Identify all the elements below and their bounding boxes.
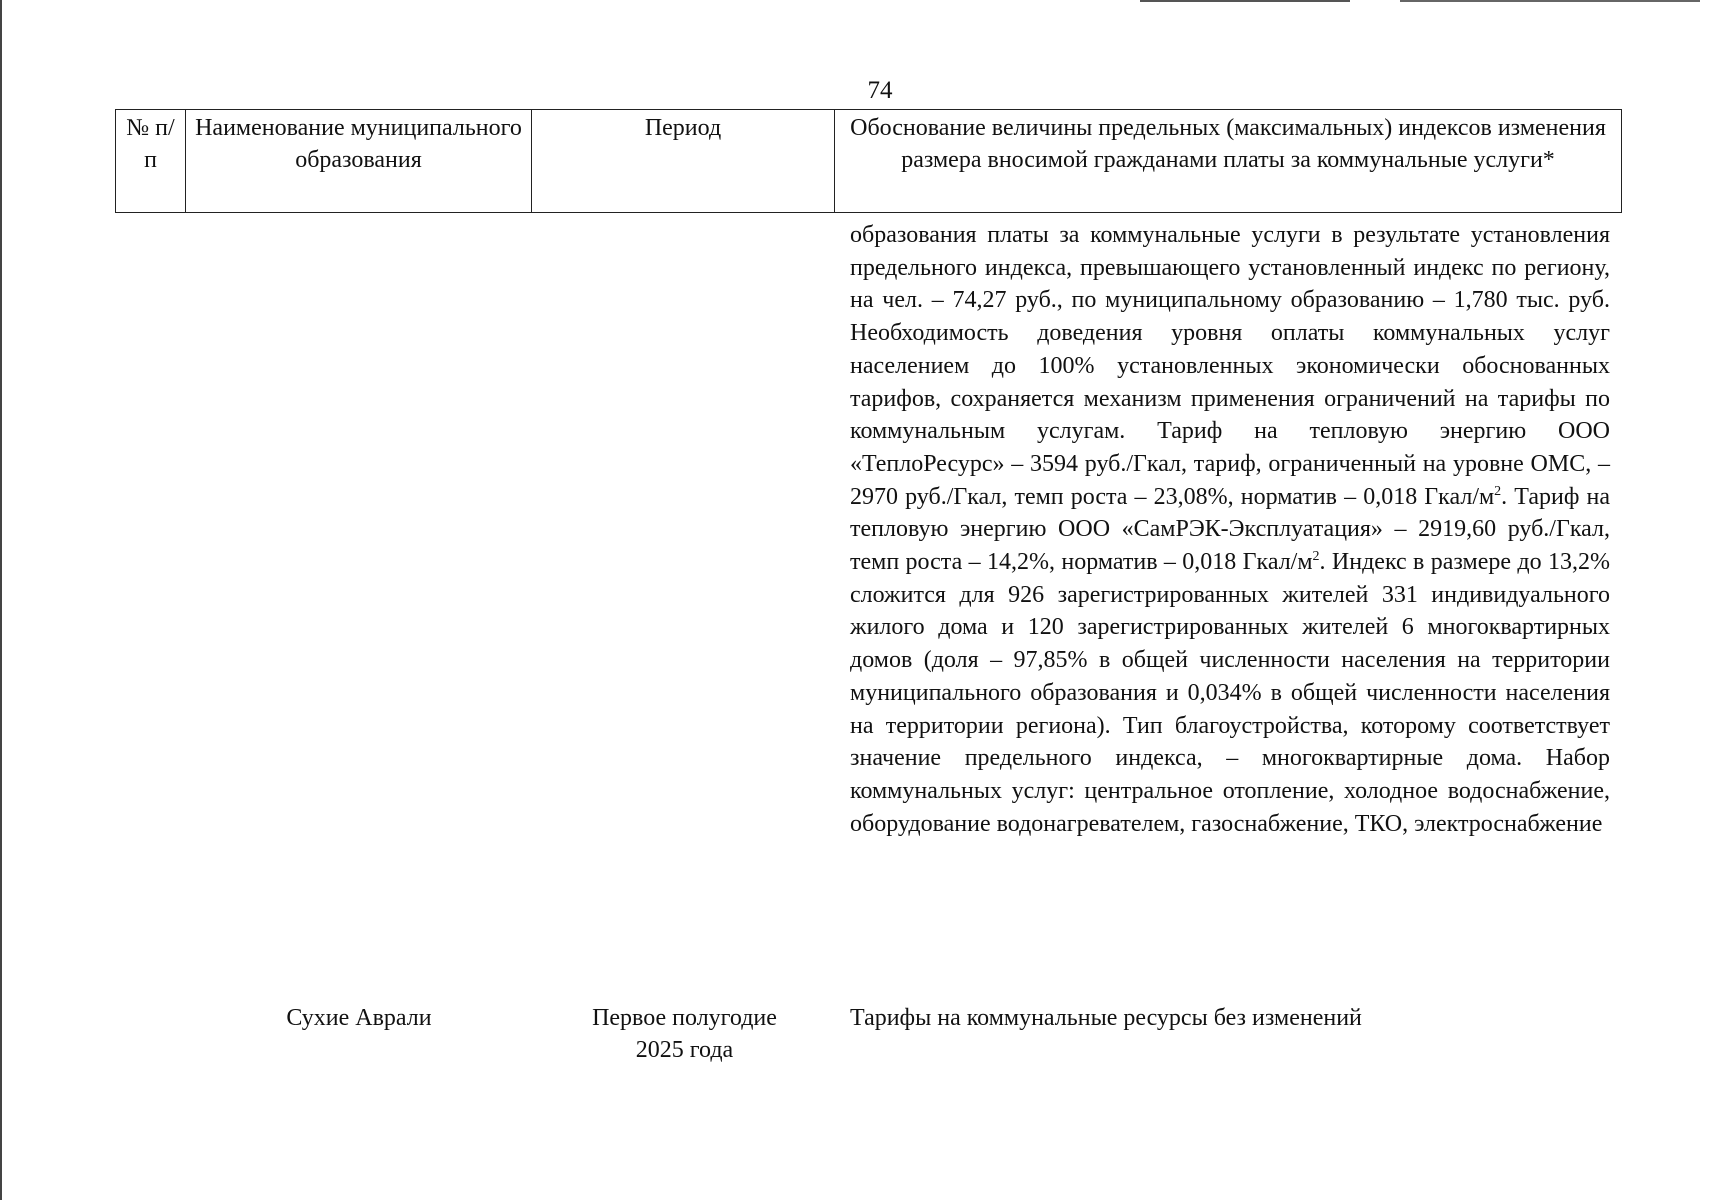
table-header-row xyxy=(116,110,1622,213)
header-num: № п/п xyxy=(116,110,186,213)
scan-edge-top xyxy=(1140,0,1350,2)
basis-text-part-2: . Тариф на тепловую энергию ООО «СамРЭК-Эксплуатация» – 2919,60 руб./Гкал, темп роста – 14,2%, норматив – 0,018 Гкал/м xyxy=(850,483,1610,576)
period-line-1: Первое полугодие xyxy=(592,1005,777,1031)
basis-continuation-text xyxy=(850,219,1610,840)
basis-cell: Тарифы на коммунальные ресурсы без изменений xyxy=(850,1005,1362,1031)
header-basis: Обоснование величины предельных (максимальных) индексов изменения размера вносимой гражданами платы за коммунальные услуги* xyxy=(835,110,1622,213)
header-name: Наименование муниципального образования xyxy=(186,110,532,213)
superscript-2: 2 xyxy=(1312,549,1320,565)
header-period: Период xyxy=(532,110,835,213)
superscript-2: 2 xyxy=(1494,483,1502,499)
basis-text-part-1: образования платы за коммунальные услуги в результате установления предельного индекса, превышающего установленный индекс по региону, на чел. – 74,27 руб., по муниципальному образованию – 1,780 тыс. руб. Необходимость доведения уровня оплаты коммунальных услуг населением до 100% установленных экономически обоснованных тарифов, сохраняется механизм применения ограничений на тарифы по коммунальным услугам. Тариф на тепловую энергию ООО «ТеплоРесурс» – 3594 руб./Гкал, тариф, ограниченный на уровне ОМС, – 2970 руб./Гкал, темп роста – 23,08%, норматив – 0,018 Гкал/м xyxy=(850,222,1610,510)
municipality-name: Сухие Аврали xyxy=(286,1005,432,1031)
basis-text-part-3: . Индекс в размере до 13,2% сложится для 926 зарегистрированных жителей 331 индивидуального жилого дома и 120 зарегистрированных жителей 6 многоквартирных домов (доля – 97,85% в общей численности населения на территории муниципального образования и 0,034% в общей численности населения на территории региона). Тип благоустройства, которому соответствует значение предельного индекса, – многоквартирные дома. Набор коммунальных услуг: центральное отопление, холодное водоснабжение, оборудование водонагревателем, газоснабжение, ТКО, электроснабжение xyxy=(850,549,1610,837)
period-line-2: 2025 года xyxy=(635,1037,734,1063)
scan-edge-top-right xyxy=(1400,0,1700,2)
table-header xyxy=(115,109,1622,213)
scan-edge-left xyxy=(0,0,2,1200)
period-cell xyxy=(533,1002,836,1066)
page-number: 74 xyxy=(867,77,893,104)
